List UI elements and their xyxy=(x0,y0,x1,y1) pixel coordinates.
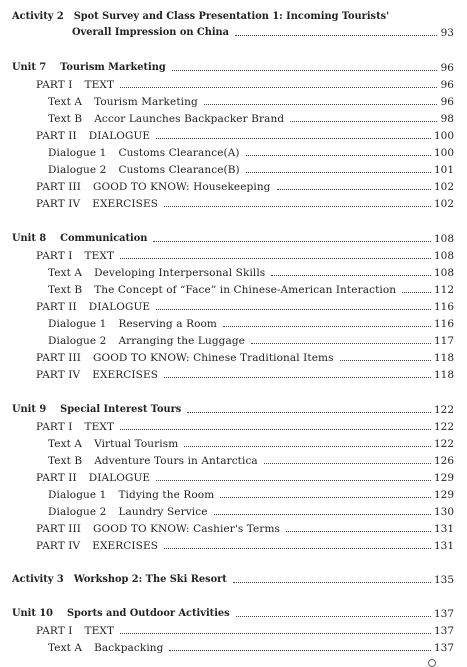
toc-entry-page-number: 117 xyxy=(433,335,454,347)
toc-entry[interactable] xyxy=(0,25,467,41)
toc-entry-page-number: 116 xyxy=(433,301,454,313)
dotted-leader xyxy=(120,429,431,430)
toc-entry[interactable] xyxy=(0,640,467,656)
toc-entry-number: PART II xyxy=(36,472,77,484)
toc-entry[interactable] xyxy=(0,504,467,520)
dotted-leader xyxy=(246,155,431,156)
toc-entry[interactable] xyxy=(0,282,467,298)
toc-entry-page-number: 108 xyxy=(433,233,454,245)
toc-entry-label xyxy=(36,538,158,554)
toc-entry-label xyxy=(48,316,217,332)
toc-entry-label xyxy=(36,521,280,537)
toc-entry-number: Dialogue 1 xyxy=(48,318,107,330)
toc-entry-title: EXERCISES xyxy=(92,198,159,210)
toc-entry-title: Tourism Marketing xyxy=(94,96,198,108)
toc-entry-page-number: 112 xyxy=(433,284,454,296)
toc-entry[interactable] xyxy=(0,248,467,264)
toc-entry-title: GOOD TO KNOW: Housekeeping xyxy=(93,181,271,193)
toc-entry-label xyxy=(36,623,114,639)
dotted-leader xyxy=(251,343,431,344)
toc-entry-label xyxy=(36,350,334,366)
toc-entry-title: TEXT xyxy=(84,625,115,637)
toc-entry-page-number: 137 xyxy=(433,608,454,620)
toc-entry-page-number: 101 xyxy=(433,164,454,176)
toc-entry-number: PART IV xyxy=(36,540,81,552)
toc-entry-title: Communication xyxy=(60,233,148,244)
dotted-leader xyxy=(120,258,431,259)
toc-entry[interactable] xyxy=(0,94,467,110)
toc-entry-label xyxy=(48,282,396,298)
toc-entry-page-number: 100 xyxy=(433,130,454,142)
toc-entry-number: Unit 9 xyxy=(12,404,47,415)
toc-entry-label xyxy=(36,77,114,93)
dotted-leader xyxy=(223,326,431,327)
toc-entry[interactable] xyxy=(0,572,467,588)
toc-entry[interactable] xyxy=(0,606,467,622)
toc-entry-number: Dialogue 2 xyxy=(48,506,107,518)
toc-entry-label xyxy=(36,299,150,315)
toc-entry-page-number: 118 xyxy=(433,352,454,364)
toc-entry-page-number: 137 xyxy=(433,642,454,654)
toc-entry-number: Activity 2 xyxy=(12,11,64,22)
dotted-leader xyxy=(204,104,437,105)
toc-entry-label xyxy=(48,436,178,452)
dotted-leader xyxy=(286,531,431,532)
toc-entry-page-number: 96 xyxy=(440,96,454,108)
toc-entry-page-number: 96 xyxy=(440,62,454,74)
toc-entry-label xyxy=(48,162,240,178)
toc-entry[interactable] xyxy=(0,111,467,127)
dotted-leader xyxy=(120,633,431,634)
dotted-leader xyxy=(120,87,437,88)
toc-entry-title: Backpacking xyxy=(94,642,164,654)
toc-entry[interactable] xyxy=(0,265,467,281)
toc-entry-number: Text A xyxy=(48,96,83,108)
dotted-leader xyxy=(290,121,437,122)
toc-entry-title: Reserving a Room xyxy=(118,318,217,330)
dotted-leader xyxy=(184,446,431,447)
toc-entry-label xyxy=(48,333,245,349)
toc-entry-label xyxy=(48,504,208,520)
toc-entry-label xyxy=(72,25,229,41)
dotted-leader xyxy=(164,206,431,207)
toc-entry-label xyxy=(36,179,271,195)
toc-entry-title: The Concept of “Face” in Chinese-American Interaction xyxy=(94,284,397,296)
toc-entry[interactable] xyxy=(0,623,467,639)
toc-entry-number: PART IV xyxy=(36,369,81,381)
toc-entry-label xyxy=(36,419,114,435)
toc-entry-page-number: 129 xyxy=(433,472,454,484)
toc-entry-title: Customs Clearance(B) xyxy=(118,164,240,176)
toc-entry-title: GOOD TO KNOW: Cashier's Terms xyxy=(93,523,281,535)
toc-entry-title: DIALOGUE xyxy=(88,472,151,484)
toc-entry-page-number: 108 xyxy=(433,250,454,262)
toc-entry-number: PART II xyxy=(36,301,77,313)
toc-entry-title: Customs Clearance(A) xyxy=(118,147,240,159)
toc-entry-number: PART III xyxy=(36,523,81,535)
dotted-leader xyxy=(236,616,431,617)
toc-entry-title: Laundry Service xyxy=(118,506,208,518)
toc-entry[interactable] xyxy=(0,179,467,195)
toc-entry-label xyxy=(12,606,230,622)
toc-entry-number: PART I xyxy=(36,421,73,433)
toc-entry[interactable] xyxy=(0,299,467,315)
toc-entry-title: Spot Survey and Class Presentation 1: Incoming Tourists' xyxy=(73,11,390,22)
toc-entry-label xyxy=(36,248,114,264)
toc-entry[interactable] xyxy=(0,128,467,144)
toc-entry-label xyxy=(48,145,240,161)
toc-entry-number: PART I xyxy=(36,250,73,262)
dotted-leader xyxy=(169,650,430,651)
toc-entry-number: Text B xyxy=(48,284,83,296)
dotted-leader xyxy=(246,172,431,173)
toc-entry[interactable] xyxy=(0,145,467,161)
toc-entry-page-number: 122 xyxy=(433,421,454,433)
dotted-leader xyxy=(264,463,431,464)
toc-entry[interactable] xyxy=(0,402,467,418)
dotted-leader xyxy=(402,292,431,293)
dotted-leader xyxy=(214,514,431,515)
toc-entry-page-number: 100 xyxy=(433,147,454,159)
toc-entry-title: TEXT xyxy=(84,250,115,262)
toc-entry-title: Tidying the Room xyxy=(118,489,215,501)
toc-entry[interactable] xyxy=(0,367,467,383)
toc-entry-page-number: 93 xyxy=(440,27,454,39)
toc-entry-title: Arranging the Luggage xyxy=(118,335,245,347)
toc-entry-title: Sports and Outdoor Activities xyxy=(66,608,230,619)
page-corner-mark xyxy=(428,659,436,667)
toc-entry-number: Text A xyxy=(48,267,83,279)
toc-entry-title: Tourism Marketing xyxy=(60,62,166,73)
dotted-leader xyxy=(235,35,437,36)
toc-entry-title: EXERCISES xyxy=(92,540,159,552)
toc-entry-title: EXERCISES xyxy=(92,369,159,381)
toc-entry-label xyxy=(36,470,150,486)
toc-entry[interactable] xyxy=(0,350,467,366)
toc-entry-page-number: 137 xyxy=(433,625,454,637)
toc-entry-label xyxy=(48,453,258,469)
toc-entry-page-number: 126 xyxy=(433,455,454,467)
toc-entry-title: TEXT xyxy=(84,421,115,433)
toc-entry-page-number: 131 xyxy=(433,540,454,552)
toc-entry-number: Activity 3 xyxy=(12,574,64,585)
toc-entry-page-number: 116 xyxy=(433,318,454,330)
toc-entry-title: Accor Launches Backpacker Brand xyxy=(94,113,285,125)
dotted-leader xyxy=(172,70,437,71)
toc-entry-label xyxy=(48,111,284,127)
toc-entry-label xyxy=(36,128,150,144)
dotted-leader xyxy=(156,309,431,310)
toc-entry-number: PART II xyxy=(36,130,77,142)
toc-entry-number: Text B xyxy=(48,113,83,125)
toc-entry[interactable] xyxy=(0,470,467,486)
toc-entry[interactable] xyxy=(0,419,467,435)
toc-entry[interactable] xyxy=(0,538,467,554)
toc-entry-number: Unit 7 xyxy=(12,62,47,73)
toc-entry-page-number: 130 xyxy=(433,506,454,518)
toc-entry-label xyxy=(12,572,227,588)
toc-entry-number: PART III xyxy=(36,352,81,364)
toc-entry-page-number: 118 xyxy=(433,369,454,381)
toc-entry-page-number: 129 xyxy=(433,489,454,501)
toc-entry-number: PART I xyxy=(36,79,73,91)
toc-entry-title: Developing Interpersonal Skills xyxy=(94,267,266,279)
dotted-leader xyxy=(340,360,431,361)
toc-entry-page-number: 108 xyxy=(433,267,454,279)
toc-entry[interactable] xyxy=(0,333,467,349)
toc-entry-page-number: 96 xyxy=(440,79,454,91)
toc-entry[interactable] xyxy=(0,196,467,212)
toc-entry-number: Unit 8 xyxy=(12,233,47,244)
toc-entry-title: Workshop 2: The Ski Resort xyxy=(73,574,227,585)
dotted-leader xyxy=(277,189,431,190)
toc-entry[interactable] xyxy=(0,453,467,469)
toc-entry-title: Overall Impression on China xyxy=(72,27,230,38)
toc-entry-title: Adventure Tours in Antarctica xyxy=(94,455,258,467)
toc-entry-number: Dialogue 1 xyxy=(48,489,107,501)
dotted-leader xyxy=(156,480,431,481)
toc-entry[interactable] xyxy=(0,9,467,25)
toc-entry[interactable] xyxy=(0,436,467,452)
toc-entry-label xyxy=(48,640,163,656)
dotted-leader xyxy=(187,412,431,413)
toc-entry-number: Text A xyxy=(48,642,83,654)
toc-entry-label xyxy=(12,402,181,418)
dotted-leader xyxy=(233,582,431,583)
dotted-leader xyxy=(164,548,431,549)
toc-entry-label xyxy=(12,231,147,247)
toc-entry-label xyxy=(48,265,265,281)
toc-entry-number: PART III xyxy=(36,181,81,193)
toc-entry-number: Text B xyxy=(48,455,83,467)
toc-entry-page-number: 131 xyxy=(433,523,454,535)
toc-entry[interactable] xyxy=(0,231,467,247)
toc-entry-number: Dialogue 2 xyxy=(48,164,107,176)
toc-entry-number: Text A xyxy=(48,438,83,450)
toc-entry-title: GOOD TO KNOW: Chinese Traditional Items xyxy=(93,352,334,364)
toc-entry-title: Special Interest Tours xyxy=(60,404,182,415)
toc-entry-label xyxy=(48,94,198,110)
toc-entry[interactable] xyxy=(0,316,467,332)
toc-entry-title: DIALOGUE xyxy=(88,130,151,142)
toc-entry-page-number: 122 xyxy=(433,438,454,450)
toc-entry-number: Dialogue 2 xyxy=(48,335,107,347)
toc-entry-number: Dialogue 1 xyxy=(48,147,107,159)
dotted-leader xyxy=(156,138,431,139)
toc-entry-label xyxy=(48,487,214,503)
toc-entry-number: PART IV xyxy=(36,198,81,210)
toc-entry[interactable] xyxy=(0,77,467,93)
toc-entry-label xyxy=(36,196,158,212)
dotted-leader xyxy=(153,241,430,242)
toc-entry-page-number: 102 xyxy=(433,181,454,193)
toc-entry-title: DIALOGUE xyxy=(88,301,151,313)
toc-entry[interactable] xyxy=(0,60,467,76)
dotted-leader xyxy=(220,497,431,498)
toc-entry-label xyxy=(36,367,158,383)
toc-entry-page-number: 135 xyxy=(433,574,454,586)
toc-entry-number: Unit 10 xyxy=(12,608,53,619)
toc-entry-page-number: 98 xyxy=(440,113,454,125)
toc-entry-label xyxy=(12,9,389,25)
dotted-leader xyxy=(271,275,430,276)
toc-entry-title: TEXT xyxy=(84,79,115,91)
toc-entry-label xyxy=(12,60,166,76)
toc-entry[interactable] xyxy=(0,521,467,537)
toc-entry-title: Virtual Tourism xyxy=(94,438,179,450)
toc-entry-page-number: 122 xyxy=(433,404,454,416)
toc-entry[interactable] xyxy=(0,487,467,503)
toc-entry-page-number: 102 xyxy=(433,198,454,210)
dotted-leader xyxy=(164,377,431,378)
toc-entry-number: PART I xyxy=(36,625,73,637)
toc-entry[interactable] xyxy=(0,162,467,178)
